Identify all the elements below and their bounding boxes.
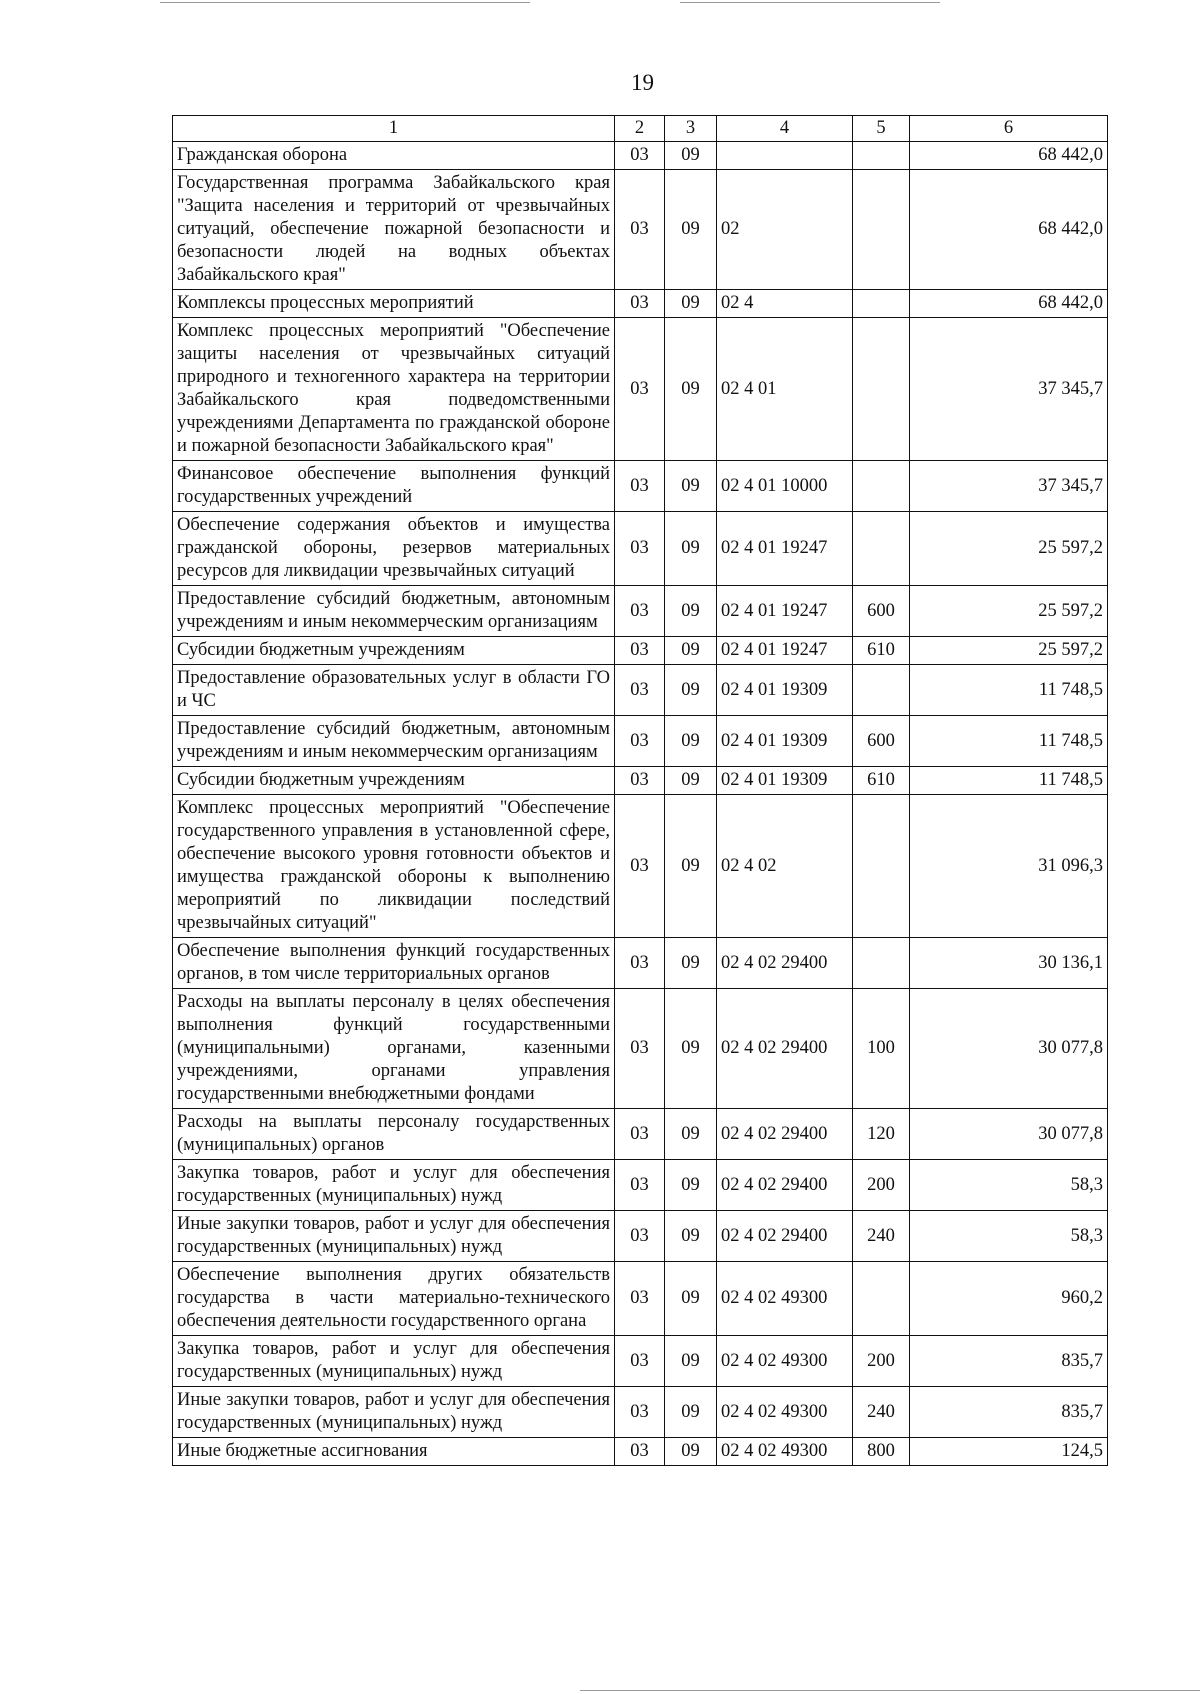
amount-cell: 68 442,0 xyxy=(910,290,1108,318)
subsection-code-cell: 09 xyxy=(665,461,717,512)
table-row xyxy=(173,938,1108,989)
section-code-cell: 03 xyxy=(615,1438,665,1466)
table-row xyxy=(173,142,1108,170)
amount-cell: 30 077,8 xyxy=(910,989,1108,1109)
amount-cell: 835,7 xyxy=(910,1336,1108,1387)
row-name-cell: Иные закупки товаров, работ и услуг для обеспечения государственных (муниципальных) нужд xyxy=(173,1387,615,1438)
amount-cell: 68 442,0 xyxy=(910,142,1108,170)
amount-cell: 124,5 xyxy=(910,1438,1108,1466)
row-name-cell: Субсидии бюджетным учреждениям xyxy=(173,637,615,665)
target-article-cell: 02 4 01 19247 xyxy=(717,512,853,586)
section-code-cell: 03 xyxy=(615,716,665,767)
target-article-cell: 02 4 02 49300 xyxy=(717,1336,853,1387)
amount-cell: 960,2 xyxy=(910,1262,1108,1336)
row-name-cell: Закупка товаров, работ и услуг для обеспечения государственных (муниципальных) нужд xyxy=(173,1160,615,1211)
amount-cell: 11 748,5 xyxy=(910,665,1108,716)
expense-type-cell xyxy=(853,142,910,170)
subsection-code-cell: 09 xyxy=(665,1387,717,1438)
section-code-cell: 03 xyxy=(615,637,665,665)
row-name-cell: Предоставление образовательных услуг в области ГО и ЧС xyxy=(173,665,615,716)
target-article-cell: 02 4 02 29400 xyxy=(717,1160,853,1211)
target-article-cell: 02 4 01 19247 xyxy=(717,637,853,665)
table-row xyxy=(173,716,1108,767)
expense-type-cell xyxy=(853,1262,910,1336)
column-header-3: 3 xyxy=(665,116,717,142)
subsection-code-cell: 09 xyxy=(665,586,717,637)
row-name-cell: Предоставление субсидий бюджетным, автономным учреждениям и иным некоммерческим организациям xyxy=(173,586,615,637)
row-name-cell: Иные закупки товаров, работ и услуг для обеспечения государственных (муниципальных) нужд xyxy=(173,1211,615,1262)
subsection-code-cell: 09 xyxy=(665,665,717,716)
amount-cell: 58,3 xyxy=(910,1160,1108,1211)
subsection-code-cell: 09 xyxy=(665,1109,717,1160)
target-article-cell: 02 xyxy=(717,170,853,290)
target-article-cell xyxy=(717,142,853,170)
amount-cell: 58,3 xyxy=(910,1211,1108,1262)
amount-cell: 25 597,2 xyxy=(910,586,1108,637)
subsection-code-cell: 09 xyxy=(665,637,717,665)
row-name-cell: Расходы на выплаты персоналу в целях обеспечения выполнения функций государственными (муниципальными) органами, казенными учреждениями, органами управления государственными внебюджетными фондами xyxy=(173,989,615,1109)
subsection-code-cell: 09 xyxy=(665,1336,717,1387)
section-code-cell: 03 xyxy=(615,290,665,318)
expense-type-cell xyxy=(853,461,910,512)
table-body xyxy=(173,142,1108,1466)
subsection-code-cell: 09 xyxy=(665,767,717,795)
table-row xyxy=(173,1211,1108,1262)
expense-type-cell xyxy=(853,318,910,461)
row-name-cell: Закупка товаров, работ и услуг для обеспечения государственных (муниципальных) нужд xyxy=(173,1336,615,1387)
amount-cell: 37 345,7 xyxy=(910,461,1108,512)
column-header-1: 1 xyxy=(173,116,615,142)
section-code-cell: 03 xyxy=(615,1262,665,1336)
section-code-cell: 03 xyxy=(615,318,665,461)
amount-cell: 11 748,5 xyxy=(910,716,1108,767)
section-code-cell: 03 xyxy=(615,512,665,586)
table-row xyxy=(173,795,1108,938)
row-name-cell: Субсидии бюджетным учреждениям xyxy=(173,767,615,795)
subsection-code-cell: 09 xyxy=(665,1438,717,1466)
section-code-cell: 03 xyxy=(615,795,665,938)
row-name-cell: Гражданская оборона xyxy=(173,142,615,170)
amount-cell: 30 077,8 xyxy=(910,1109,1108,1160)
amount-cell: 68 442,0 xyxy=(910,170,1108,290)
expense-type-cell: 610 xyxy=(853,637,910,665)
target-article-cell: 02 4 02 29400 xyxy=(717,989,853,1109)
subsection-code-cell: 09 xyxy=(665,318,717,461)
table-row xyxy=(173,290,1108,318)
table-row xyxy=(173,1438,1108,1466)
target-article-cell: 02 4 02 29400 xyxy=(717,1211,853,1262)
section-code-cell: 03 xyxy=(615,461,665,512)
table-row xyxy=(173,767,1108,795)
subsection-code-cell: 09 xyxy=(665,512,717,586)
subsection-code-cell: 09 xyxy=(665,1211,717,1262)
amount-cell: 25 597,2 xyxy=(910,637,1108,665)
table-row xyxy=(173,512,1108,586)
target-article-cell: 02 4 01 19247 xyxy=(717,586,853,637)
expense-type-cell: 240 xyxy=(853,1211,910,1262)
column-header-4: 4 xyxy=(717,116,853,142)
table-row xyxy=(173,1387,1108,1438)
section-code-cell: 03 xyxy=(615,1109,665,1160)
expense-type-cell xyxy=(853,170,910,290)
subsection-code-cell: 09 xyxy=(665,716,717,767)
section-code-cell: 03 xyxy=(615,1387,665,1438)
page-number: 19 xyxy=(631,70,654,95)
table-row xyxy=(173,170,1108,290)
section-code-cell: 03 xyxy=(615,1336,665,1387)
table-row xyxy=(173,665,1108,716)
target-article-cell: 02 4 01 19309 xyxy=(717,716,853,767)
expense-type-cell: 100 xyxy=(853,989,910,1109)
target-article-cell: 02 4 02 49300 xyxy=(717,1387,853,1438)
subsection-code-cell: 09 xyxy=(665,170,717,290)
subsection-code-cell: 09 xyxy=(665,938,717,989)
amount-cell: 30 136,1 xyxy=(910,938,1108,989)
target-article-cell: 02 4 02 49300 xyxy=(717,1438,853,1466)
table-row xyxy=(173,586,1108,637)
section-code-cell: 03 xyxy=(615,665,665,716)
section-code-cell: 03 xyxy=(615,1211,665,1262)
amount-cell: 835,7 xyxy=(910,1387,1108,1438)
expense-type-cell xyxy=(853,290,910,318)
amount-cell: 25 597,2 xyxy=(910,512,1108,586)
section-code-cell: 03 xyxy=(615,989,665,1109)
expense-type-cell xyxy=(853,665,910,716)
table-header-row xyxy=(173,116,1108,142)
row-name-cell: Обеспечение выполнения других обязательств государства в части материально-технического обеспечения деятельности государственного органа xyxy=(173,1262,615,1336)
expense-type-cell xyxy=(853,795,910,938)
expense-type-cell xyxy=(853,512,910,586)
table-row xyxy=(173,461,1108,512)
section-code-cell: 03 xyxy=(615,1160,665,1211)
amount-cell: 37 345,7 xyxy=(910,318,1108,461)
expense-type-cell: 800 xyxy=(853,1438,910,1466)
target-article-cell: 02 4 02 29400 xyxy=(717,938,853,989)
target-article-cell: 02 4 xyxy=(717,290,853,318)
table-row xyxy=(173,637,1108,665)
subsection-code-cell: 09 xyxy=(665,989,717,1109)
section-code-cell: 03 xyxy=(615,938,665,989)
target-article-cell: 02 4 01 19309 xyxy=(717,767,853,795)
table-row xyxy=(173,989,1108,1109)
expense-type-cell: 120 xyxy=(853,1109,910,1160)
expense-type-cell: 240 xyxy=(853,1387,910,1438)
subsection-code-cell: 09 xyxy=(665,142,717,170)
subsection-code-cell: 09 xyxy=(665,1160,717,1211)
amount-cell: 11 748,5 xyxy=(910,767,1108,795)
row-name-cell: Финансовое обеспечение выполнения функций государственных учреждений xyxy=(173,461,615,512)
section-code-cell: 03 xyxy=(615,142,665,170)
column-header-2: 2 xyxy=(615,116,665,142)
column-header-6: 6 xyxy=(910,116,1108,142)
expense-type-cell: 200 xyxy=(853,1336,910,1387)
column-header-5: 5 xyxy=(853,116,910,142)
section-code-cell: 03 xyxy=(615,767,665,795)
budget-table xyxy=(172,115,1108,1466)
row-name-cell: Иные бюджетные ассигнования xyxy=(173,1438,615,1466)
target-article-cell: 02 4 01 10000 xyxy=(717,461,853,512)
expense-type-cell: 600 xyxy=(853,716,910,767)
table-row xyxy=(173,1160,1108,1211)
section-code-cell: 03 xyxy=(615,170,665,290)
row-name-cell: Предоставление субсидий бюджетным, автономным учреждениям и иным некоммерческим организациям xyxy=(173,716,615,767)
table-row xyxy=(173,1109,1108,1160)
amount-cell: 31 096,3 xyxy=(910,795,1108,938)
row-name-cell: Государственная программа Забайкальского края "Защита населения и территорий от чрезвычайных ситуаций, обеспечение пожарной безопасности и безопасности людей на водных объектах Забайкальского края" xyxy=(173,170,615,290)
target-article-cell: 02 4 02 29400 xyxy=(717,1109,853,1160)
row-name-cell: Расходы на выплаты персоналу государственных (муниципальных) органов xyxy=(173,1109,615,1160)
row-name-cell: Комплекс процессных мероприятий "Обеспечение защиты населения от чрезвычайных ситуаций природного и техногенного характера на территории Забайкальского края подведомственными учреждениями Департамента по гражданской обороне и пожарной безопасности Забайкальского края" xyxy=(173,318,615,461)
subsection-code-cell: 09 xyxy=(665,795,717,938)
table-row xyxy=(173,318,1108,461)
target-article-cell: 02 4 01 xyxy=(717,318,853,461)
target-article-cell: 02 4 02 49300 xyxy=(717,1262,853,1336)
expense-type-cell: 610 xyxy=(853,767,910,795)
expense-type-cell: 600 xyxy=(853,586,910,637)
target-article-cell: 02 4 02 xyxy=(717,795,853,938)
section-code-cell: 03 xyxy=(615,586,665,637)
table-row xyxy=(173,1336,1108,1387)
row-name-cell: Комплексы процессных мероприятий xyxy=(173,290,615,318)
table-row xyxy=(173,1262,1108,1336)
row-name-cell: Обеспечение выполнения функций государственных органов, в том числе территориальных органов xyxy=(173,938,615,989)
target-article-cell: 02 4 01 19309 xyxy=(717,665,853,716)
subsection-code-cell: 09 xyxy=(665,290,717,318)
expense-type-cell xyxy=(853,938,910,989)
row-name-cell: Комплекс процессных мероприятий "Обеспечение государственного управления в установленной сфере, обеспечение высокого уровня готовности объектов и имущества гражданской обороны к выполнению мероприятий по ликвидации последствий чрезвычайных ситуаций" xyxy=(173,795,615,938)
expense-type-cell: 200 xyxy=(853,1160,910,1211)
row-name-cell: Обеспечение содержания объектов и имущества гражданской обороны, резервов материальных ресурсов для ликвидации чрезвычайных ситуаций xyxy=(173,512,615,586)
subsection-code-cell: 09 xyxy=(665,1262,717,1336)
